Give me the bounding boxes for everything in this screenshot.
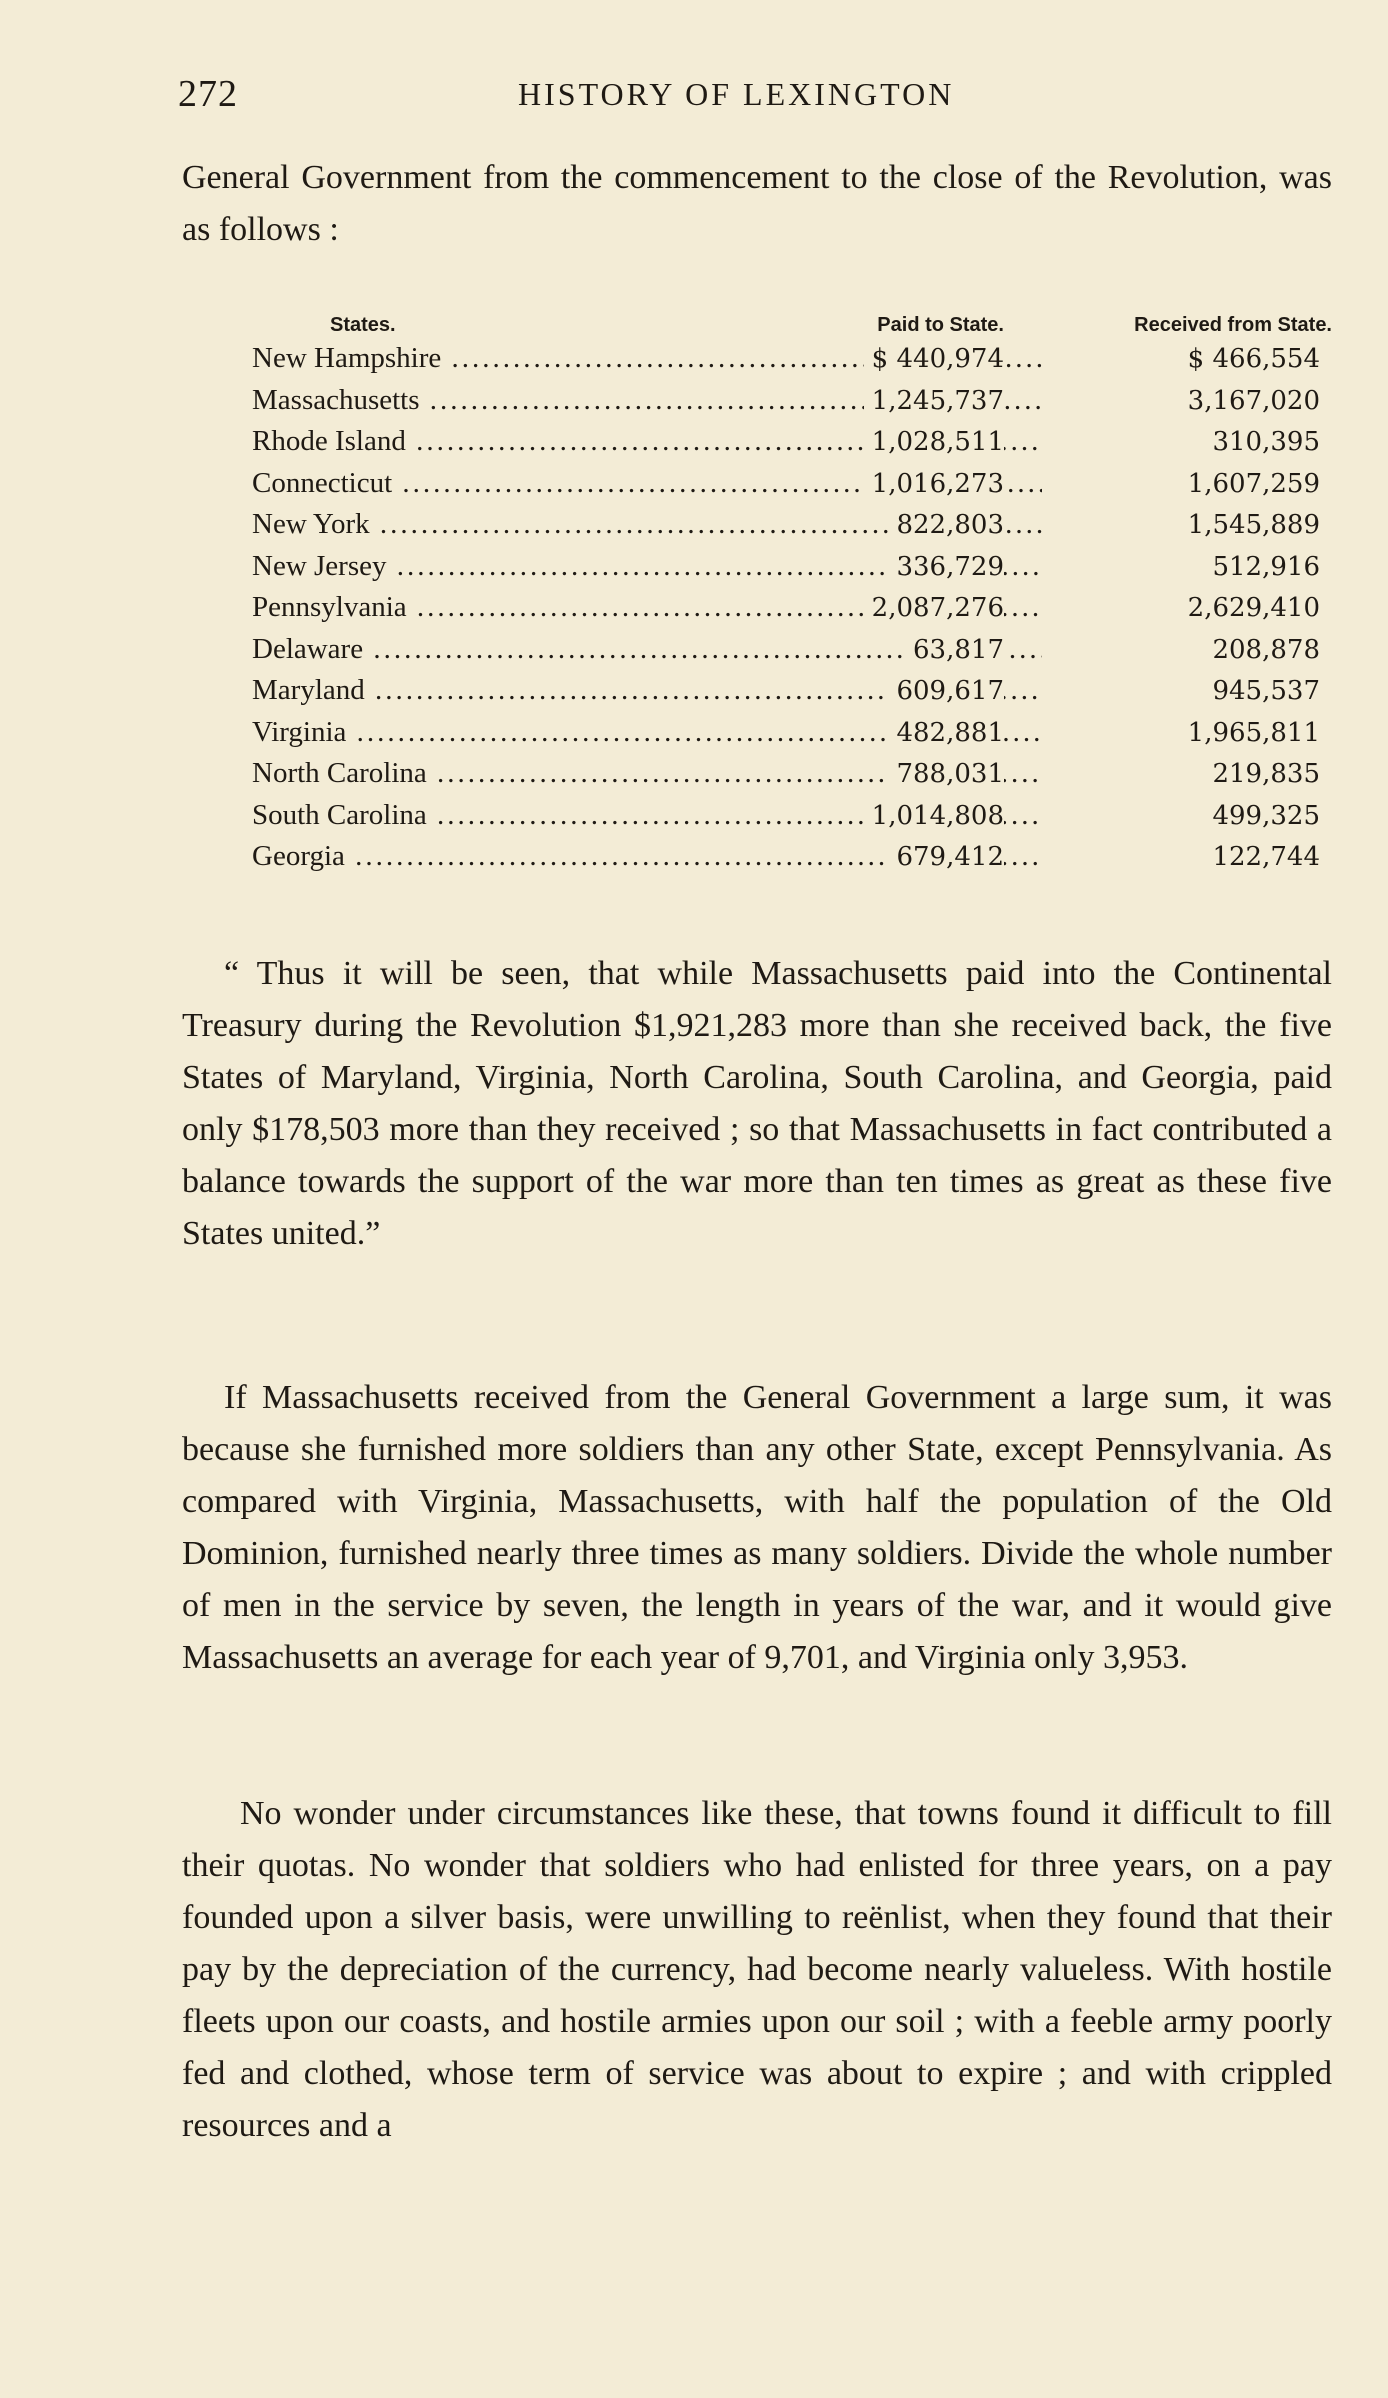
table-row bbox=[252, 384, 1332, 426]
paid-to-state-value: $ 440,974 bbox=[864, 344, 1004, 374]
paid-to-state-value: 336,729 bbox=[888, 552, 1004, 582]
table-row bbox=[252, 674, 1332, 716]
paid-to-state-value: 2,087,276 bbox=[864, 593, 1004, 623]
table-row bbox=[252, 342, 1332, 384]
table-row bbox=[252, 716, 1332, 758]
state-name: New Jersey ..... bbox=[252, 550, 1042, 583]
paid-to-state-value: 822,803 bbox=[888, 510, 1004, 540]
state-name: Massachusetts ..... bbox=[252, 384, 1042, 417]
received-from-state-value: 499,325 bbox=[1212, 800, 1320, 831]
table-row bbox=[252, 425, 1332, 467]
table-header bbox=[252, 302, 1332, 342]
state-name: New Hampshire ..... bbox=[252, 342, 1042, 375]
state-name: North Carolina ..... bbox=[252, 757, 1042, 790]
paid-to-state-value: 63,817 bbox=[905, 635, 1004, 665]
state-name: Connecticut ..... bbox=[252, 467, 1042, 500]
table-row bbox=[252, 550, 1332, 592]
state-name: South Carolina ..... bbox=[252, 799, 1042, 832]
state-name: Maryland ..... bbox=[252, 674, 1042, 707]
body-paragraph-2: No wonder under circumstances like these, that towns found it difficult to fill their quotas. No wonder that soldiers who had enlisted for three years, on a pay founded upon a silver basis, were unwilling to reënlist, when they found that their pay by the depreciation of the currency, had become nearly valueless. With hostile fleets upon our coasts, and hostile armies upon our soil ; with a feeble army poorly fed and clothed, whose term of service was about to expire ; and with crippled resources and a bbox=[182, 1795, 1332, 2144]
received-from-state-value: 1,545,889 bbox=[1187, 510, 1320, 540]
table-row bbox=[252, 467, 1332, 509]
table-body bbox=[252, 342, 1332, 882]
received-from-state-value: 1,965,811 bbox=[1187, 717, 1320, 748]
paid-to-state-value: 482,881 bbox=[888, 718, 1004, 748]
paid-to-state-value: 1,028,511 bbox=[864, 427, 1004, 457]
table-row bbox=[252, 591, 1332, 633]
received-from-state-value: 219,835 bbox=[1212, 759, 1320, 789]
column-header-states: States. bbox=[330, 314, 396, 336]
received-from-state-value: 3,167,020 bbox=[1187, 385, 1320, 416]
column-header-paid: Paid to State. bbox=[877, 314, 1004, 336]
received-from-state-value: 122,744 bbox=[1212, 842, 1320, 872]
table-row bbox=[252, 633, 1332, 675]
paid-to-state-value: 679,412 bbox=[888, 842, 1004, 872]
received-from-state-value: 208,878 bbox=[1212, 634, 1320, 665]
table-row bbox=[252, 508, 1332, 550]
body-paragraph-1: If Massachusetts received from the General Government a large sum, it was because she furnished more soldiers than any other State, except Pennsylvania. As compared with Virginia, Massachusetts, with half the population of the Old Dominion, furnished nearly three times as many soldiers. Divide the whole number of men in the service by seven, the length in years of the war, and it would give Massachusetts an average for each year of 9,701, and Virginia only 3,953. bbox=[182, 1379, 1332, 1676]
state-name: Pennsylvania ..... bbox=[252, 591, 1042, 624]
page-number: 272 bbox=[178, 73, 238, 115]
received-from-state-value: 945,537 bbox=[1212, 676, 1320, 706]
states-payment-table bbox=[252, 302, 1332, 882]
intro-paragraph: General Government from the commencement to the close of the Revolution, was as follows : bbox=[182, 159, 1332, 248]
state-name: Delaware ..... bbox=[252, 633, 1042, 666]
paid-to-state-value: 1,014,808 bbox=[864, 801, 1004, 831]
paid-to-state-value: 1,245,737 bbox=[864, 386, 1004, 416]
quoted-paragraph: “ Thus it will be seen, that while Massachusetts paid into the Continental Treasury during the Revolution $1,921,283 more than she received back, the five States of Maryland, Virginia, North Carolina, South Carolina, and Georgia, paid only $178,503 more than they received ; so that Massachusetts in fact contributed a balance towards the support of the war more than ten times as great as these five States united.” bbox=[182, 955, 1332, 1252]
page-header bbox=[178, 72, 1328, 122]
paid-to-state-value: 609,617 bbox=[888, 676, 1004, 706]
state-name: Rhode Island ..... bbox=[252, 425, 1042, 458]
state-name: Virginia ..... bbox=[252, 716, 1042, 749]
received-from-state-value: $ 466,554 bbox=[1187, 344, 1320, 374]
received-from-state-value: 1,607,259 bbox=[1187, 468, 1320, 499]
state-name: New York ..... bbox=[252, 508, 1042, 541]
column-header-received: Received from State. bbox=[1134, 314, 1332, 336]
paid-to-state-value: 1,016,273 bbox=[864, 469, 1004, 499]
received-from-state-value: 2,629,410 bbox=[1187, 593, 1320, 623]
state-name: Georgia ..... bbox=[252, 840, 1042, 873]
received-from-state-value: 512,916 bbox=[1212, 551, 1320, 582]
running-head: HISTORY OF LEXINGTON bbox=[518, 76, 955, 112]
received-from-state-value: 310,395 bbox=[1212, 427, 1320, 457]
table-row bbox=[252, 799, 1332, 841]
paid-to-state-value: 788,031 bbox=[888, 759, 1004, 789]
table-row bbox=[252, 757, 1332, 799]
table-row bbox=[252, 840, 1332, 882]
